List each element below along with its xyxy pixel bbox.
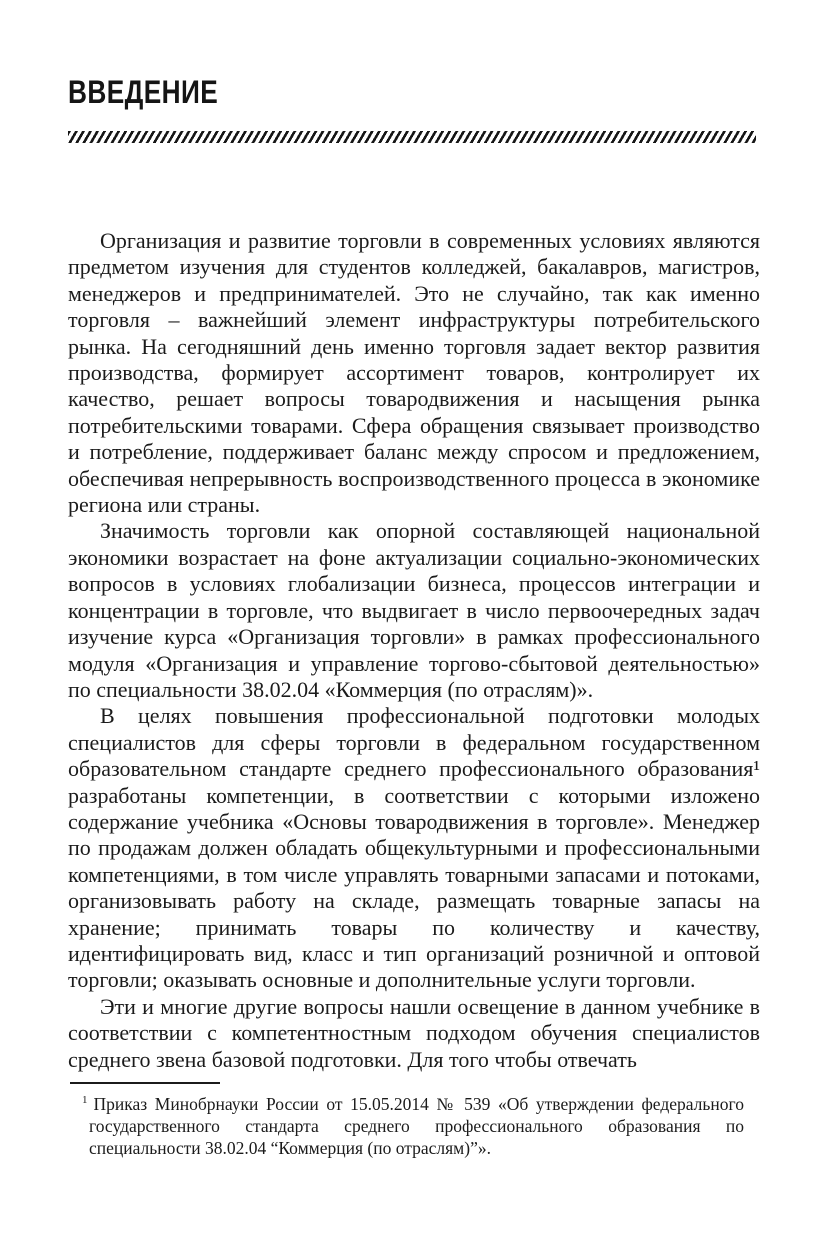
paragraph: Значимость торговли как опорной составляющей национальной экономики возрастает на фоне актуализации социально-экономических вопросов в условиях глобализации бизнеса, процессов интеграции и концентрации в торговле, что выдвигает в число первоочередных задач изучение курса «Организация торговли» в рамках профессионального модуля «Организация и управление торгово-сбытовой деятельностью» по специальности 38.02.04 «Коммерция (по отраслям)». <box>68 518 760 702</box>
hatch-divider <box>68 131 756 143</box>
footnote-divider <box>70 1082 220 1084</box>
footnote-area <box>68 1082 744 1159</box>
body-text <box>68 228 760 1073</box>
paragraph: В целях повышения профессиональной подготовки молодых специалистов для сферы торговли в федеральном государственном образовательном стандарте среднего профессионального образования¹ разработаны компетенции, в соответствии с которыми изложено содержание учебника «Основы товародвижения в торговле». Менеджер по продажам должен обладать общекультурными и профессиональными компетенциями, в том числе управлять товарными запасами и потоками, организовывать работу на складе, размещать товарные запасы на хранение; принимать товары по количеству и качеству, идентифицировать вид, класс и тип организаций розничной и оптовой торговли; оказывать основные и дополнительные услуги торговли. <box>68 703 760 993</box>
page-title: ВВЕДЕНИЕ <box>68 74 219 110</box>
paragraph: Организация и развитие торговли в современных условиях являются предметом изучения для студентов колледжей, бакалавров, магистров, менеджеров и предпринимателей. Это не случайно, так как именно торговля – важнейший элемент инфраструктуры потребительского рынка. На сегодняшний день именно торговля задает вектор развития производства, формирует ассортимент товаров, контролирует их качество, решает вопросы товародвижения и насыщения рынка потребительскими товарами. Сфера обращения связывает производство и потребление, поддерживает баланс между спросом и предложением, обеспечивая непрерывность воспроизводственного процесса в экономике региона или страны. <box>68 228 760 518</box>
footnote <box>68 1093 744 1159</box>
footnote-marker: 1 <box>82 1094 88 1107</box>
footnote-text: Приказ Минобрнауки России от 15.05.2014 № 539 «Об утверждении федерального государственного стандарта среднего профессионального образования по специальности 38.02.04 “Коммерция (по отраслям)”». <box>89 1094 744 1158</box>
paragraph: Эти и многие другие вопросы нашли освещение в данном учебнике в соответствии с компетентностным подходом обучения специалистов среднего звена базовой подготовки. Для того чтобы отвечать <box>68 993 760 1072</box>
